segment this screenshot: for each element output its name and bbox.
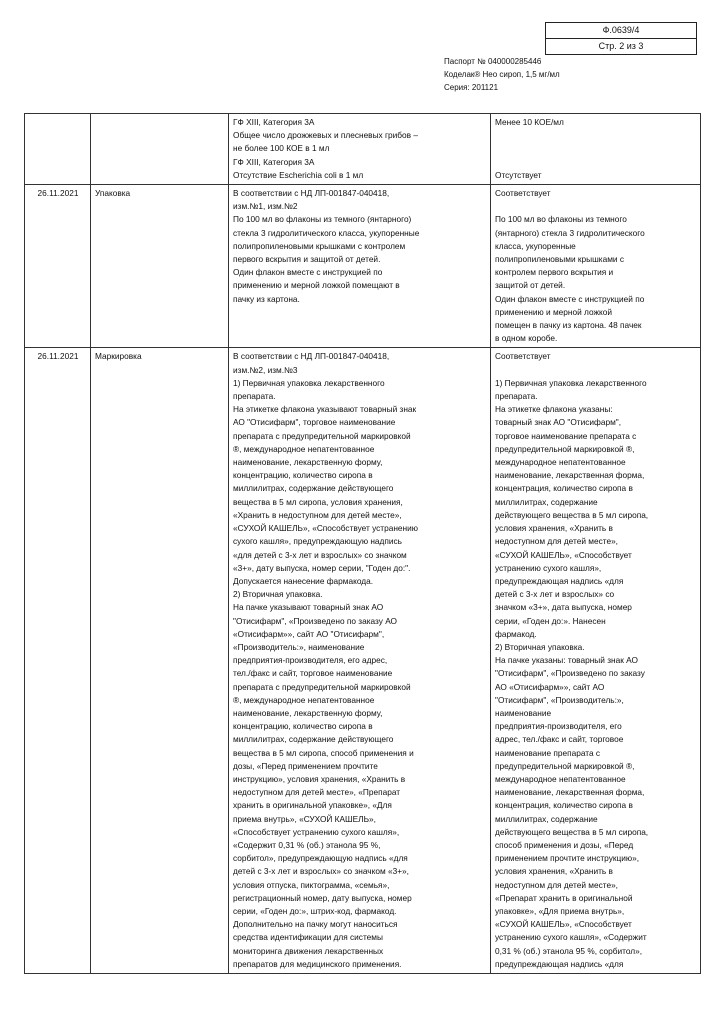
series-number: Серия: 201121 — [444, 83, 499, 92]
requirement-line: ®, международное непатентованное — [233, 443, 375, 454]
form-code: Ф.0639/4 — [602, 25, 640, 35]
result-line: применением прочтите инструкцию», — [495, 853, 640, 864]
result-line — [495, 364, 697, 377]
requirement-line: препаратов для медицинского применения. — [233, 958, 402, 969]
requirement-line: «СУХОЙ КАШЕЛЬ», «Способствует устранению — [233, 523, 418, 534]
result-line: предупреждающая надпись «для — [495, 958, 624, 969]
result-line: предупредительной маркировкой ®, — [495, 443, 635, 454]
row-result — [491, 114, 701, 185]
row-requirement — [229, 185, 491, 348]
requirement-line: Дополнительно на пачку могут наноситься — [233, 919, 398, 930]
result-line: По 100 мл во флаконы из темного — [495, 214, 627, 225]
result-line: торговое наименование препарата с — [495, 430, 637, 441]
requirement-line: миллилитрах, содержание действующего — [233, 483, 394, 494]
result-line: помещен в пачку из картона. 48 пачек — [495, 320, 642, 331]
row-date: 26.11.2021 — [25, 185, 91, 348]
test-results-table — [24, 113, 701, 974]
requirement-line: предприятия-производителя, его адрес, — [233, 655, 388, 666]
requirement-line: условия отпуска, пиктограмма, «семья», — [233, 879, 390, 890]
result-line: устранению сухого кашля», — [495, 562, 602, 573]
result-line: контролем первого вскрытия и — [495, 267, 614, 278]
result-line — [495, 129, 697, 142]
result-line: применению и мерной ложкой — [495, 306, 612, 317]
result-line: На пачке указаны: товарный знак АО — [495, 655, 638, 666]
table-row — [25, 348, 701, 974]
requirement-line: наименование, лекарственную форму, — [233, 707, 383, 718]
result-line: «СУХОЙ КАШЕЛЬ», «Способствует — [495, 919, 632, 930]
result-line: "Отисифарм", «Произведено по заказу — [495, 668, 645, 679]
result-line: АО «Отисифарм»», сайт АО — [495, 681, 605, 692]
requirement-line: На этикетке флакона указывают товарный знак — [233, 404, 417, 415]
row-requirement — [229, 114, 491, 185]
result-line: 0,31 % (об.) этанола 95 %, сорбитол», — [495, 945, 643, 956]
result-line: миллилитрах, содержание — [495, 496, 598, 507]
requirement-line: миллилитрах, содержание действующего — [233, 734, 394, 745]
result-line: Соответствует — [495, 351, 551, 362]
requirement-line: «Способствует устранению сухого кашля», — [233, 826, 400, 837]
requirement-line: сорбитол», предупреждающую надпись «для — [233, 853, 408, 864]
table-row — [25, 114, 701, 185]
row-parameter: Упаковка — [91, 185, 229, 348]
requirement-line: «Отисифарм»», сайт АО "Отисифарм", — [233, 628, 385, 639]
requirement-line: «для детей с 3-х лет и взрослых» со значком — [233, 549, 407, 560]
result-line: детей с 3-х лет и взрослых» со — [495, 589, 615, 600]
requirement-line: полипропиленовыми крышками с контролем — [233, 240, 406, 251]
passport-header — [444, 55, 560, 94]
result-line: миллилитрах, содержание — [495, 813, 598, 824]
requirement-line: пачку из картона. — [233, 293, 300, 304]
result-line: концентрация, количество сиропа в — [495, 483, 633, 494]
result-line: наименование препарата с — [495, 747, 601, 758]
requirement-line: концентрацию, количество сиропа в — [233, 721, 373, 732]
result-line: предупреждающая надпись «для — [495, 575, 624, 586]
result-line: полипропиленовыми крышками с — [495, 254, 624, 265]
requirement-line: По 100 мл во флаконы из темного (янтарного) — [233, 214, 412, 225]
requirement-line: сухого кашля», предупреждающую надпись — [233, 536, 402, 547]
result-line: "Отисифарм", «Производитель:», — [495, 694, 624, 705]
requirement-line: препарата с предупредительной маркировкой — [233, 681, 411, 692]
result-line: предупредительной маркировкой ®, — [495, 760, 635, 771]
row-parameter — [91, 114, 229, 185]
requirement-line: приема внутрь», «СУХОЙ КАШЕЛЬ», — [233, 813, 376, 824]
requirement-line: недоступном для детей месте», «Препарат — [233, 787, 401, 798]
result-line: «Препарат хранить в оригинальной — [495, 892, 633, 903]
result-line: серии, «Годен до:». Нанесен — [495, 615, 606, 626]
requirement-line: применению и мерной ложкой помещают в — [233, 280, 400, 291]
requirement-line: ®, международное непатентованное — [233, 694, 375, 705]
result-line: упаковке», «Для приема внутрь», — [495, 905, 625, 916]
requirement-line: 1) Первичная упаковка лекарственного — [233, 377, 385, 388]
row-result — [491, 348, 701, 974]
result-line: 2) Вторичная упаковка. — [495, 641, 585, 652]
result-line — [495, 142, 697, 155]
result-line: адрес, тел./факс и сайт, торговое — [495, 734, 624, 745]
result-line: 1) Первичная упаковка лекарственного — [495, 377, 647, 388]
result-line: Один флакон вместе с инструкцией по — [495, 293, 645, 304]
requirement-line: не более 100 КОЕ в 1 мл — [233, 143, 330, 154]
result-line: действующего вещества в 5 мл сиропа, — [495, 509, 649, 520]
requirement-line: дозы, «Перед применением прочтите — [233, 760, 378, 771]
result-line: наименование — [495, 707, 552, 718]
requirement-line: Отсутствие Escherichia coli в 1 мл — [233, 169, 364, 180]
result-line: защитой от детей. — [495, 280, 566, 291]
passport-number: Паспорт № 040000285446 — [444, 57, 542, 66]
result-line — [495, 156, 697, 169]
row-date: 26.11.2021 — [25, 348, 91, 974]
result-line: значком «3+», дата выпуска, номер — [495, 602, 632, 613]
result-line: условия хранения, «Хранить в — [495, 523, 613, 534]
result-line: наименование, лекарственная форма, — [495, 470, 645, 481]
result-line: препарата. — [495, 391, 538, 402]
result-line: (янтарного) стекла 3 гидролитического — [495, 227, 645, 238]
requirement-line: серии, «Годен до:», штрих-код, фармакод. — [233, 905, 397, 916]
result-line: Отсутствует — [495, 169, 542, 180]
requirement-line: изм.№2, изм.№3 — [233, 364, 298, 375]
requirement-line: «Содержит 0,31 % (об.) этанола 95 %, — [233, 839, 381, 850]
table-row — [25, 185, 701, 348]
requirement-line: "Отисифарм", «Произведено по заказу АО — [233, 615, 398, 626]
result-line: фармакод. — [495, 628, 537, 639]
requirement-line: средства идентификации для системы — [233, 932, 383, 943]
requirement-line: АО "Отисифарм", торговое наименование — [233, 417, 396, 428]
result-line: наименование, лекарственная форма, — [495, 787, 645, 798]
page-number: Стр. 2 из 3 — [546, 38, 696, 54]
product-name: Коделак® Нео сироп, 1,5 мг/мл — [444, 70, 560, 79]
row-requirement — [229, 348, 491, 974]
result-line: недоступном для детей месте», — [495, 879, 618, 890]
result-line: международное непатентованное — [495, 773, 626, 784]
requirement-line: препарата с предупредительной маркировкой — [233, 430, 411, 441]
form-code-box — [545, 22, 697, 55]
result-line: предприятия-производителя, его — [495, 721, 622, 732]
result-line: Менее 10 КОЕ/мл — [495, 117, 564, 127]
requirement-line: Допускается нанесение фармакода. — [233, 575, 374, 586]
requirement-line: ГФ XIII, Категория 3А — [233, 156, 315, 167]
requirement-line: В соответствии с НД ЛП-001847-040418, — [233, 351, 390, 362]
requirement-line: вещества в 5 мл сиропа, условия хранения, — [233, 496, 403, 507]
requirement-line: В соответствии с НД ЛП-001847-040418, — [233, 188, 390, 199]
requirement-line: мониторинга движения лекарственных — [233, 945, 384, 956]
result-line: в одном коробе. — [495, 333, 558, 344]
requirement-line: вещества в 5 мл сиропа, способ применения и — [233, 747, 414, 758]
result-line: На этикетке флакона указаны: — [495, 404, 613, 415]
requirement-line: «Хранить в недоступном для детей месте», — [233, 509, 402, 520]
requirement-line: Один флакон вместе с инструкцией по — [233, 267, 383, 278]
requirement-line: наименование, лекарственную форму, — [233, 457, 383, 468]
result-line: международное непатентованное — [495, 457, 626, 468]
row-parameter: Маркировка — [91, 348, 229, 974]
requirement-line: «Производитель:», наименование — [233, 641, 365, 652]
result-line: Соответствует — [495, 188, 551, 199]
result-line: класса, укупоренные — [495, 240, 576, 251]
requirement-line: инструкцию», условия хранения, «Хранить в — [233, 773, 406, 784]
requirement-line: детей с 3-х лет и взрослых» со значком «3+», — [233, 866, 409, 877]
result-line: концентрация, количество сиропа в — [495, 800, 633, 811]
result-line: действующего вещества в 5 мл сиропа, — [495, 826, 649, 837]
result-line: недоступном для детей месте», — [495, 536, 618, 547]
requirement-line: 2) Вторичная упаковка. — [233, 589, 323, 600]
result-line — [495, 200, 697, 213]
requirement-line: препарата. — [233, 391, 276, 402]
requirement-line: ГФ XIII, Категория 3А — [233, 117, 315, 127]
result-line: «СУХОЙ КАШЕЛЬ», «Способствует — [495, 549, 632, 560]
result-line: условия хранения, «Хранить в — [495, 866, 613, 877]
requirement-line: изм.№1, изм.№2 — [233, 201, 298, 212]
row-result — [491, 185, 701, 348]
requirement-line: На пачке указывают товарный знак АО — [233, 602, 384, 613]
result-line: товарный знак АО "Отисифарм", — [495, 417, 622, 428]
requirement-line: хранить в оригинальной упаковке», «Для — [233, 800, 392, 811]
requirement-line: тел./факс и сайт, торговое наименование — [233, 668, 393, 679]
requirement-line: первого вскрытия и защитой от детей. — [233, 254, 381, 265]
row-date — [25, 114, 91, 185]
requirement-line: стекла 3 гидролитического класса, укупоренные — [233, 227, 420, 238]
requirement-line: Общее число дрожжевых и плесневых грибов – — [233, 130, 418, 141]
requirement-line: регистрационный номер, дату выпуска, номер — [233, 892, 412, 903]
requirement-line: «3+», дату выпуска, номер серии, "Годен до:". — [233, 562, 411, 573]
result-line: способ применения и дозы, «Перед — [495, 839, 634, 850]
result-line: устранению сухого кашля», «Содержит — [495, 932, 647, 943]
requirement-line: концентрацию, количество сиропа в — [233, 470, 373, 481]
